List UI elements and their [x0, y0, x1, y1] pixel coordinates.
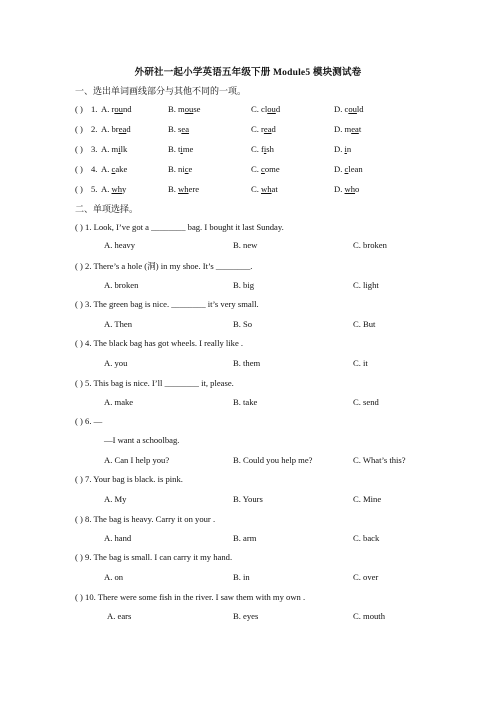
question-text: ( ) 5. This bag is nice. I’ll ________ it, please. — [75, 378, 234, 388]
option-b: B. arm — [233, 533, 257, 543]
option-c: C. But — [353, 319, 376, 329]
part1-item: ( ) 3. A. milk B. time C. fish D. in — [75, 144, 352, 154]
question-text: ( ) 3. The green bag is nice. ________ it’s very small. — [75, 299, 259, 309]
option-c: C. it — [353, 358, 368, 368]
question-text: ( ) 6. — — [75, 416, 103, 426]
option-c: C. what — [251, 184, 278, 194]
option-c: C. What’s this? — [353, 455, 406, 465]
option-b: B. So — [233, 319, 253, 329]
part1-heading: 一、选出单词画线部分与其他不同的一项。 — [75, 86, 247, 96]
question-text: ( ) 9. The bag is small. I can carry it my hand. — [75, 552, 233, 562]
question-text: ( ) 7. Your bag is black. is pink. — [75, 474, 183, 484]
options-row — [104, 240, 434, 252]
options-row — [104, 319, 434, 331]
options-row — [104, 533, 434, 545]
question-text: ( ) 8. The bag is heavy. Carry it on your . — [75, 514, 216, 524]
option-a: A. bread — [101, 124, 131, 134]
option-b: B. Yours — [233, 494, 263, 504]
option-a: A. on — [104, 572, 124, 582]
option-b: B. take — [233, 397, 258, 407]
part1-item: ( ) 4. A. cake B. nice C. come D. clean — [75, 164, 363, 174]
options-row — [104, 572, 434, 584]
option-c: C. come — [251, 164, 280, 174]
part1-item: ( ) 2. A. bread B. sea C. read D. meat — [75, 124, 362, 134]
option-d: D. could — [334, 104, 364, 114]
option-b: B. time — [168, 144, 194, 154]
option-a: A. My — [104, 494, 127, 504]
option-d: D. clean — [334, 164, 363, 174]
question-text: ( ) 1. Look, I’ve got a ________ bag. I bought it last Sunday. — [75, 222, 284, 232]
option-b: B. them — [233, 358, 261, 368]
option-b: B. sea — [168, 124, 190, 134]
option-a: A. Can I help you? — [104, 455, 170, 465]
option-c: C. fish — [251, 144, 274, 154]
option-a: A. Then — [104, 319, 133, 329]
question-response: —I want a schoolbag. — [104, 435, 180, 445]
page-title: 外研社一起小学英语五年级下册 Module5 模块测试卷 — [134, 68, 362, 78]
option-a: A. hand — [104, 533, 132, 543]
question-text: ( ) 2. There’s a hole (洞) in my shoe. It’s ________. — [75, 261, 253, 271]
option-b: B. in — [233, 572, 250, 582]
options-row — [107, 611, 437, 623]
option-c: C. back — [353, 533, 380, 543]
option-a: A. ears — [107, 611, 132, 621]
option-c: C. broken — [353, 240, 387, 250]
option-a: A. round — [101, 104, 132, 114]
option-a: A. cake — [101, 164, 128, 174]
option-b: B. Could you help me? — [233, 455, 313, 465]
option-c: C. over — [353, 572, 379, 582]
option-c: C. send — [353, 397, 379, 407]
option-d: D. meat — [334, 124, 362, 134]
options-row — [104, 494, 434, 506]
options-row — [104, 397, 434, 409]
option-b: B. where — [168, 184, 200, 194]
option-c: C. cloud — [251, 104, 281, 114]
option-c: C. Mine — [353, 494, 382, 504]
option-d: D. in — [334, 144, 352, 154]
options-row — [104, 358, 434, 370]
option-c: C. read — [251, 124, 276, 134]
option-c: C. light — [353, 280, 379, 290]
part1-item: ( ) 5. A. why B. where C. what D. who — [75, 184, 360, 194]
option-a: A. you — [104, 358, 128, 368]
option-a: A. milk — [101, 144, 128, 154]
option-b: B. big — [233, 280, 255, 290]
option-b: B. new — [233, 240, 258, 250]
option-c: C. mouth — [353, 611, 385, 621]
option-a: A. make — [104, 397, 134, 407]
options-row — [104, 280, 434, 292]
option-d: D. who — [334, 184, 360, 194]
option-a: A. why — [101, 184, 127, 194]
part2-heading: 二、单项选择。 — [75, 204, 139, 214]
question-text: ( ) 4. The black bag has got wheels. I really like . — [75, 338, 244, 348]
options-row — [104, 455, 434, 467]
option-a: A. broken — [104, 280, 139, 290]
option-b: B. nice — [168, 164, 193, 174]
question-text: ( ) 10. There were some fish in the river. I saw them with my own . — [75, 592, 306, 602]
option-b: B. eyes — [233, 611, 259, 621]
option-b: B. mouse — [168, 104, 201, 114]
part1-item: ( ) 1. A. round B. mouse C. cloud D. could — [75, 104, 364, 114]
option-a: A. heavy — [104, 240, 136, 250]
